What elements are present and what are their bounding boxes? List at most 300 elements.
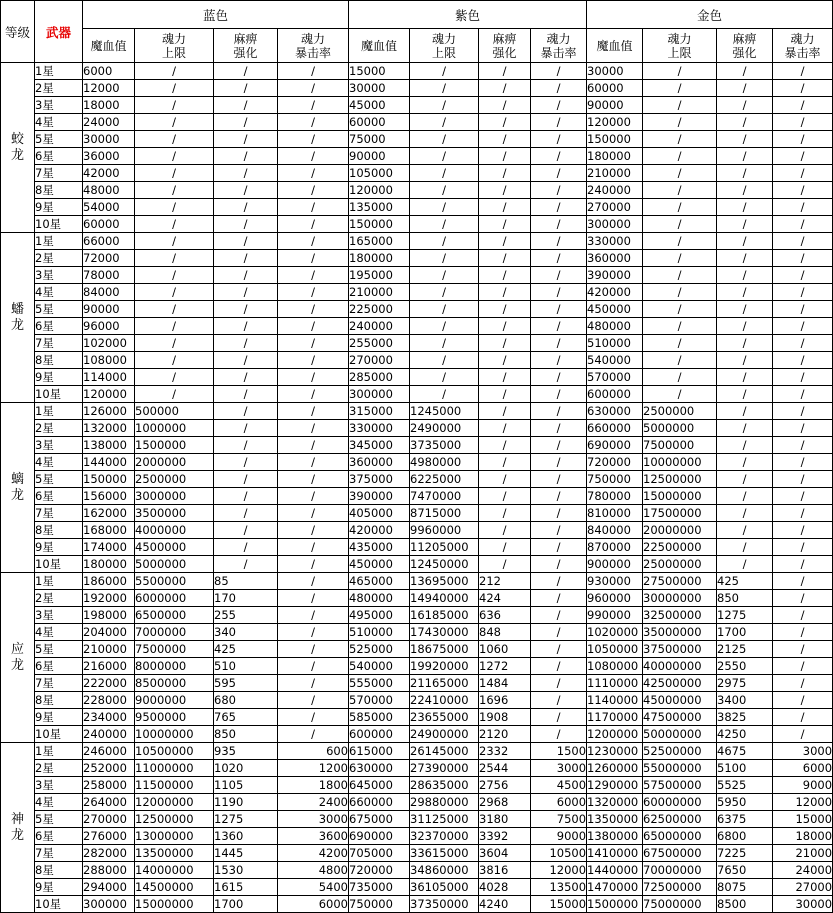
stat-cell: / bbox=[717, 301, 773, 318]
stat-cell: 600000 bbox=[349, 726, 410, 743]
stat-cell: / bbox=[531, 148, 587, 165]
stat-cell: / bbox=[717, 505, 773, 522]
stat-cell: 216000 bbox=[83, 658, 135, 675]
stat-cell: / bbox=[717, 216, 773, 233]
stat-cell: 10000000 bbox=[643, 454, 717, 471]
stat-cell: 2490000 bbox=[410, 420, 479, 437]
stat-cell: 1360 bbox=[214, 828, 278, 845]
stat-cell: 5500000 bbox=[135, 573, 214, 590]
stat-cell: / bbox=[135, 216, 214, 233]
stat-cell: 37500000 bbox=[643, 641, 717, 658]
stat-cell: 1908 bbox=[479, 709, 531, 726]
stat-cell: 2125 bbox=[717, 641, 773, 658]
stat-cell: 32370000 bbox=[410, 828, 479, 845]
stat-cell: / bbox=[531, 386, 587, 403]
stat-cell: 1380000 bbox=[587, 828, 643, 845]
group-header-1: 紫色 bbox=[349, 1, 587, 29]
stat-cell: / bbox=[479, 267, 531, 284]
dragon-tier-label: 应 龙 bbox=[1, 573, 35, 743]
stat-cell: 168000 bbox=[83, 522, 135, 539]
stat-cell: / bbox=[643, 165, 717, 182]
stat-cell: 1260000 bbox=[587, 760, 643, 777]
stat-cell: 288000 bbox=[83, 862, 135, 879]
star-level-cell: 1星 bbox=[35, 573, 83, 590]
stat-cell: / bbox=[135, 386, 214, 403]
stat-cell: / bbox=[531, 471, 587, 488]
stat-cell: / bbox=[214, 216, 278, 233]
stat-cell: / bbox=[135, 131, 214, 148]
stat-cell: / bbox=[278, 454, 349, 471]
stat-cell: / bbox=[278, 607, 349, 624]
stat-cell: / bbox=[278, 709, 349, 726]
stat-cell: 14000000 bbox=[135, 862, 214, 879]
star-level-cell: 6星 bbox=[35, 148, 83, 165]
stat-cell: / bbox=[531, 522, 587, 539]
stat-cell: / bbox=[479, 454, 531, 471]
stat-cell: / bbox=[410, 216, 479, 233]
stat-cell: 210000 bbox=[83, 641, 135, 658]
stat-cell: 930000 bbox=[587, 573, 643, 590]
table-row bbox=[1, 692, 833, 709]
stat-cell: 705000 bbox=[349, 845, 410, 862]
stat-cell: 195000 bbox=[349, 267, 410, 284]
stat-cell: 390000 bbox=[587, 267, 643, 284]
stat-cell: 4675 bbox=[717, 743, 773, 760]
stat-cell: / bbox=[717, 267, 773, 284]
stat-cell: / bbox=[773, 352, 833, 369]
table-row bbox=[1, 454, 833, 471]
stat-cell: 315000 bbox=[349, 403, 410, 420]
stat-cell: 17500000 bbox=[643, 505, 717, 522]
table-row bbox=[1, 522, 833, 539]
stat-cell: 300000 bbox=[587, 216, 643, 233]
stat-cell: 96000 bbox=[83, 318, 135, 335]
stat-cell: / bbox=[717, 335, 773, 352]
stat-cell: 150000 bbox=[587, 131, 643, 148]
stat-cell: / bbox=[531, 267, 587, 284]
star-level-cell: 3星 bbox=[35, 607, 83, 624]
table-row bbox=[1, 590, 833, 607]
stat-cell: 2500000 bbox=[135, 471, 214, 488]
stat-cell: 5400 bbox=[278, 879, 349, 896]
star-level-cell: 6星 bbox=[35, 318, 83, 335]
stat-cell: 480000 bbox=[587, 318, 643, 335]
stat-cell: / bbox=[410, 301, 479, 318]
stat-cell: / bbox=[531, 505, 587, 522]
weapon-header: 武器 bbox=[35, 1, 83, 63]
stat-cell: / bbox=[773, 335, 833, 352]
stat-cell: 75000000 bbox=[643, 896, 717, 913]
stat-cell: / bbox=[135, 233, 214, 250]
stat-cell: 6800 bbox=[717, 828, 773, 845]
stat-cell: 18675000 bbox=[410, 641, 479, 658]
stat-cell: 570000 bbox=[349, 692, 410, 709]
table-row bbox=[1, 879, 833, 896]
stat-cell: / bbox=[479, 352, 531, 369]
stat-cell: 4000000 bbox=[135, 522, 214, 539]
stat-cell: / bbox=[479, 63, 531, 80]
stat-cell: / bbox=[479, 318, 531, 335]
stat-cell: / bbox=[479, 165, 531, 182]
stat-cell: / bbox=[643, 250, 717, 267]
stat-cell: 424 bbox=[479, 590, 531, 607]
stat-cell: / bbox=[214, 148, 278, 165]
stat-cell: / bbox=[214, 471, 278, 488]
stat-cell: 510000 bbox=[349, 624, 410, 641]
stat-cell: 12000 bbox=[531, 862, 587, 879]
star-level-cell: 6星 bbox=[35, 658, 83, 675]
stat-cell: 2400 bbox=[278, 794, 349, 811]
stat-cell: 330000 bbox=[587, 233, 643, 250]
stat-cell: / bbox=[135, 301, 214, 318]
stat-cell: 360000 bbox=[349, 454, 410, 471]
stat-cell: / bbox=[717, 352, 773, 369]
field-header: 魔血值 bbox=[83, 29, 135, 63]
stat-cell: 375000 bbox=[349, 471, 410, 488]
stat-cell: 18000 bbox=[773, 828, 833, 845]
star-level-cell: 8星 bbox=[35, 522, 83, 539]
table-row bbox=[1, 743, 833, 760]
star-level-cell: 3星 bbox=[35, 267, 83, 284]
table-row bbox=[1, 709, 833, 726]
stat-cell: / bbox=[531, 250, 587, 267]
dragon-tier-label: 神 龙 bbox=[1, 743, 35, 913]
stat-cell: 1275 bbox=[717, 607, 773, 624]
stat-cell: 330000 bbox=[349, 420, 410, 437]
stat-cell: / bbox=[531, 284, 587, 301]
table-row bbox=[1, 369, 833, 386]
stat-cell: / bbox=[214, 131, 278, 148]
stat-cell: / bbox=[214, 97, 278, 114]
stat-cell: 630000 bbox=[349, 760, 410, 777]
stat-cell: / bbox=[773, 318, 833, 335]
stat-cell: 9000000 bbox=[135, 692, 214, 709]
star-level-cell: 2星 bbox=[35, 760, 83, 777]
table-row bbox=[1, 63, 833, 80]
stat-cell: / bbox=[278, 97, 349, 114]
stat-cell: / bbox=[410, 335, 479, 352]
stat-cell: / bbox=[135, 182, 214, 199]
stat-cell: 15000000 bbox=[643, 488, 717, 505]
stat-cell: / bbox=[643, 233, 717, 250]
stat-cell: / bbox=[278, 522, 349, 539]
stat-cell: 3392 bbox=[479, 828, 531, 845]
stat-cell: 186000 bbox=[83, 573, 135, 590]
stat-cell: 7470000 bbox=[410, 488, 479, 505]
table-row bbox=[1, 233, 833, 250]
stat-cell: / bbox=[531, 97, 587, 114]
stat-cell: 7500 bbox=[531, 811, 587, 828]
stat-cell: 850 bbox=[214, 726, 278, 743]
stat-cell: 480000 bbox=[349, 590, 410, 607]
stat-cell: / bbox=[410, 352, 479, 369]
stat-cell: / bbox=[643, 369, 717, 386]
stat-cell: / bbox=[410, 165, 479, 182]
stat-cell: 420000 bbox=[587, 284, 643, 301]
stat-cell: / bbox=[214, 488, 278, 505]
star-level-cell: 9星 bbox=[35, 199, 83, 216]
stat-cell: / bbox=[717, 539, 773, 556]
stat-cell: 7500000 bbox=[643, 437, 717, 454]
stat-cell: 162000 bbox=[83, 505, 135, 522]
stat-cell: / bbox=[531, 182, 587, 199]
table-body bbox=[1, 1, 833, 913]
stat-cell: / bbox=[773, 726, 833, 743]
stat-cell: 2975 bbox=[717, 675, 773, 692]
stat-cell: 28635000 bbox=[410, 777, 479, 794]
stat-cell: / bbox=[278, 437, 349, 454]
stat-cell: / bbox=[135, 80, 214, 97]
stat-cell: 465000 bbox=[349, 573, 410, 590]
stat-cell: 14940000 bbox=[410, 590, 479, 607]
stat-cell: 8715000 bbox=[410, 505, 479, 522]
stat-cell: 780000 bbox=[587, 488, 643, 505]
stat-cell: 4028 bbox=[479, 879, 531, 896]
stat-cell: / bbox=[773, 165, 833, 182]
table-row bbox=[1, 216, 833, 233]
stat-cell: / bbox=[773, 573, 833, 590]
table-row bbox=[1, 675, 833, 692]
stat-cell: 32500000 bbox=[643, 607, 717, 624]
stat-cell: 615000 bbox=[349, 743, 410, 760]
stat-cell: 360000 bbox=[587, 250, 643, 267]
stat-cell: 52500000 bbox=[643, 743, 717, 760]
stat-cell: / bbox=[717, 488, 773, 505]
stat-cell: / bbox=[531, 199, 587, 216]
stat-cell: / bbox=[410, 369, 479, 386]
stat-cell: 690000 bbox=[587, 437, 643, 454]
stat-cell: 990000 bbox=[587, 607, 643, 624]
stat-cell: / bbox=[135, 114, 214, 131]
stat-cell: 120000 bbox=[587, 114, 643, 131]
stat-cell: / bbox=[773, 114, 833, 131]
stat-cell: / bbox=[717, 522, 773, 539]
stat-cell: 285000 bbox=[349, 369, 410, 386]
dragon-tier-label: 蛟 龙 bbox=[1, 63, 35, 233]
star-level-cell: 5星 bbox=[35, 471, 83, 488]
stat-cell: 1696 bbox=[479, 692, 531, 709]
stat-cell: / bbox=[717, 403, 773, 420]
field-header: 魂力 上限 bbox=[135, 29, 214, 63]
stat-cell: / bbox=[135, 352, 214, 369]
stat-cell: 3000 bbox=[773, 743, 833, 760]
stat-cell: / bbox=[135, 97, 214, 114]
stat-cell: 222000 bbox=[83, 675, 135, 692]
stat-cell: / bbox=[278, 403, 349, 420]
stat-cell: / bbox=[479, 216, 531, 233]
stat-cell: / bbox=[531, 403, 587, 420]
stat-cell: 1272 bbox=[479, 658, 531, 675]
stat-cell: 30000 bbox=[349, 80, 410, 97]
stat-cell: / bbox=[531, 369, 587, 386]
stat-cell: 2500000 bbox=[643, 403, 717, 420]
star-level-cell: 10星 bbox=[35, 556, 83, 573]
stat-cell: 1275 bbox=[214, 811, 278, 828]
stat-cell: / bbox=[479, 369, 531, 386]
stat-cell: 425 bbox=[214, 641, 278, 658]
stat-cell: / bbox=[531, 624, 587, 641]
stat-cell: 3000 bbox=[278, 811, 349, 828]
stat-cell: 45000000 bbox=[643, 692, 717, 709]
stat-cell: 108000 bbox=[83, 352, 135, 369]
stat-cell: 1800 bbox=[278, 777, 349, 794]
stat-cell: / bbox=[773, 607, 833, 624]
stat-cell: 585000 bbox=[349, 709, 410, 726]
star-level-cell: 10星 bbox=[35, 386, 83, 403]
stat-cell: / bbox=[531, 607, 587, 624]
stat-cell: 60000 bbox=[349, 114, 410, 131]
stat-cell: 13000000 bbox=[135, 828, 214, 845]
stat-cell: 11000000 bbox=[135, 760, 214, 777]
stat-cell: 1484 bbox=[479, 675, 531, 692]
stat-cell: 34860000 bbox=[410, 862, 479, 879]
stat-cell: 540000 bbox=[587, 352, 643, 369]
stat-cell: / bbox=[410, 182, 479, 199]
stat-cell: 24000 bbox=[773, 862, 833, 879]
stat-cell: / bbox=[214, 403, 278, 420]
stat-cell: / bbox=[410, 114, 479, 131]
stat-cell: / bbox=[214, 522, 278, 539]
stat-cell: / bbox=[773, 454, 833, 471]
stat-cell: / bbox=[214, 556, 278, 573]
stat-cell: / bbox=[717, 165, 773, 182]
stat-cell: 870000 bbox=[587, 539, 643, 556]
table-row bbox=[1, 284, 833, 301]
stat-cell: 570000 bbox=[587, 369, 643, 386]
stat-cell: 12450000 bbox=[410, 556, 479, 573]
stat-cell: 405000 bbox=[349, 505, 410, 522]
stat-cell: / bbox=[773, 131, 833, 148]
star-level-cell: 7星 bbox=[35, 845, 83, 862]
stat-cell: / bbox=[278, 335, 349, 352]
stat-cell: / bbox=[278, 199, 349, 216]
stat-cell: / bbox=[531, 301, 587, 318]
stat-cell: 36000 bbox=[83, 148, 135, 165]
table-row bbox=[1, 148, 833, 165]
stat-cell: 174000 bbox=[83, 539, 135, 556]
stat-cell: / bbox=[531, 131, 587, 148]
stat-cell: 30000 bbox=[83, 131, 135, 148]
stat-cell: 1110000 bbox=[587, 675, 643, 692]
stat-cell: 450000 bbox=[349, 556, 410, 573]
stat-cell: / bbox=[643, 216, 717, 233]
stat-cell: 1445 bbox=[214, 845, 278, 862]
stat-cell: 1050000 bbox=[587, 641, 643, 658]
stat-cell: / bbox=[278, 590, 349, 607]
stat-cell: 4800 bbox=[278, 862, 349, 879]
stat-cell: 5000000 bbox=[135, 556, 214, 573]
stat-cell: / bbox=[773, 658, 833, 675]
table-row bbox=[1, 420, 833, 437]
stat-cell: 848 bbox=[479, 624, 531, 641]
table-row bbox=[1, 199, 833, 216]
stat-cell: / bbox=[773, 505, 833, 522]
stat-cell: 105000 bbox=[349, 165, 410, 182]
stat-cell: 30000 bbox=[773, 896, 833, 913]
stat-cell: 1290000 bbox=[587, 777, 643, 794]
stat-cell: 12000 bbox=[773, 794, 833, 811]
star-level-cell: 5星 bbox=[35, 131, 83, 148]
stat-cell: 680 bbox=[214, 692, 278, 709]
table-row bbox=[1, 794, 833, 811]
stat-cell: 525000 bbox=[349, 641, 410, 658]
stat-cell: 4980000 bbox=[410, 454, 479, 471]
stat-cell: / bbox=[531, 63, 587, 80]
field-header: 麻痹 强化 bbox=[479, 29, 531, 63]
stat-cell: / bbox=[773, 403, 833, 420]
stat-cell: / bbox=[278, 471, 349, 488]
stat-cell: / bbox=[479, 250, 531, 267]
stat-cell: 135000 bbox=[349, 199, 410, 216]
stat-cell: / bbox=[135, 284, 214, 301]
stat-cell: / bbox=[643, 63, 717, 80]
stat-cell: 1530 bbox=[214, 862, 278, 879]
stat-cell: / bbox=[773, 301, 833, 318]
stat-cell: / bbox=[278, 63, 349, 80]
stat-cell: 228000 bbox=[83, 692, 135, 709]
stat-cell: / bbox=[214, 352, 278, 369]
stat-cell: 425 bbox=[717, 573, 773, 590]
stat-cell: / bbox=[773, 182, 833, 199]
stat-cell: / bbox=[479, 80, 531, 97]
stat-cell: 90000 bbox=[587, 97, 643, 114]
stat-cell: / bbox=[479, 488, 531, 505]
stat-cell: / bbox=[214, 80, 278, 97]
table-row bbox=[1, 539, 833, 556]
stat-cell: / bbox=[773, 148, 833, 165]
stat-cell: / bbox=[773, 267, 833, 284]
table-row bbox=[1, 165, 833, 182]
stat-cell: / bbox=[479, 522, 531, 539]
stat-cell: 19920000 bbox=[410, 658, 479, 675]
stat-cell: / bbox=[278, 148, 349, 165]
stat-cell: / bbox=[410, 386, 479, 403]
star-level-cell: 4星 bbox=[35, 624, 83, 641]
table-row bbox=[1, 114, 833, 131]
stat-cell: / bbox=[479, 301, 531, 318]
field-header: 魂力 暴击率 bbox=[278, 29, 349, 63]
stat-cell: 240000 bbox=[349, 318, 410, 335]
stat-cell: 645000 bbox=[349, 777, 410, 794]
stat-cell: / bbox=[278, 624, 349, 641]
stat-cell: 42000 bbox=[83, 165, 135, 182]
stat-cell: 9960000 bbox=[410, 522, 479, 539]
field-header: 麻痹 强化 bbox=[717, 29, 773, 63]
stat-cell: 13500000 bbox=[135, 845, 214, 862]
stat-cell: 15000 bbox=[531, 896, 587, 913]
stat-cell: / bbox=[773, 216, 833, 233]
stat-cell: 6000 bbox=[531, 794, 587, 811]
stat-cell: 192000 bbox=[83, 590, 135, 607]
star-level-cell: 7星 bbox=[35, 335, 83, 352]
stat-cell: 3816 bbox=[479, 862, 531, 879]
stat-cell: 11205000 bbox=[410, 539, 479, 556]
stat-cell: 60000 bbox=[83, 216, 135, 233]
stat-cell: / bbox=[410, 318, 479, 335]
stat-cell: / bbox=[278, 165, 349, 182]
stat-cell: 12500000 bbox=[643, 471, 717, 488]
star-level-cell: 10星 bbox=[35, 726, 83, 743]
stat-cell: 636 bbox=[479, 607, 531, 624]
stat-cell: 345000 bbox=[349, 437, 410, 454]
table-row bbox=[1, 182, 833, 199]
stat-cell: 66000 bbox=[83, 233, 135, 250]
stat-cell: / bbox=[531, 590, 587, 607]
stat-cell: / bbox=[773, 709, 833, 726]
stat-cell: 15000 bbox=[773, 811, 833, 828]
stat-cell: / bbox=[479, 233, 531, 250]
stat-cell: / bbox=[773, 97, 833, 114]
